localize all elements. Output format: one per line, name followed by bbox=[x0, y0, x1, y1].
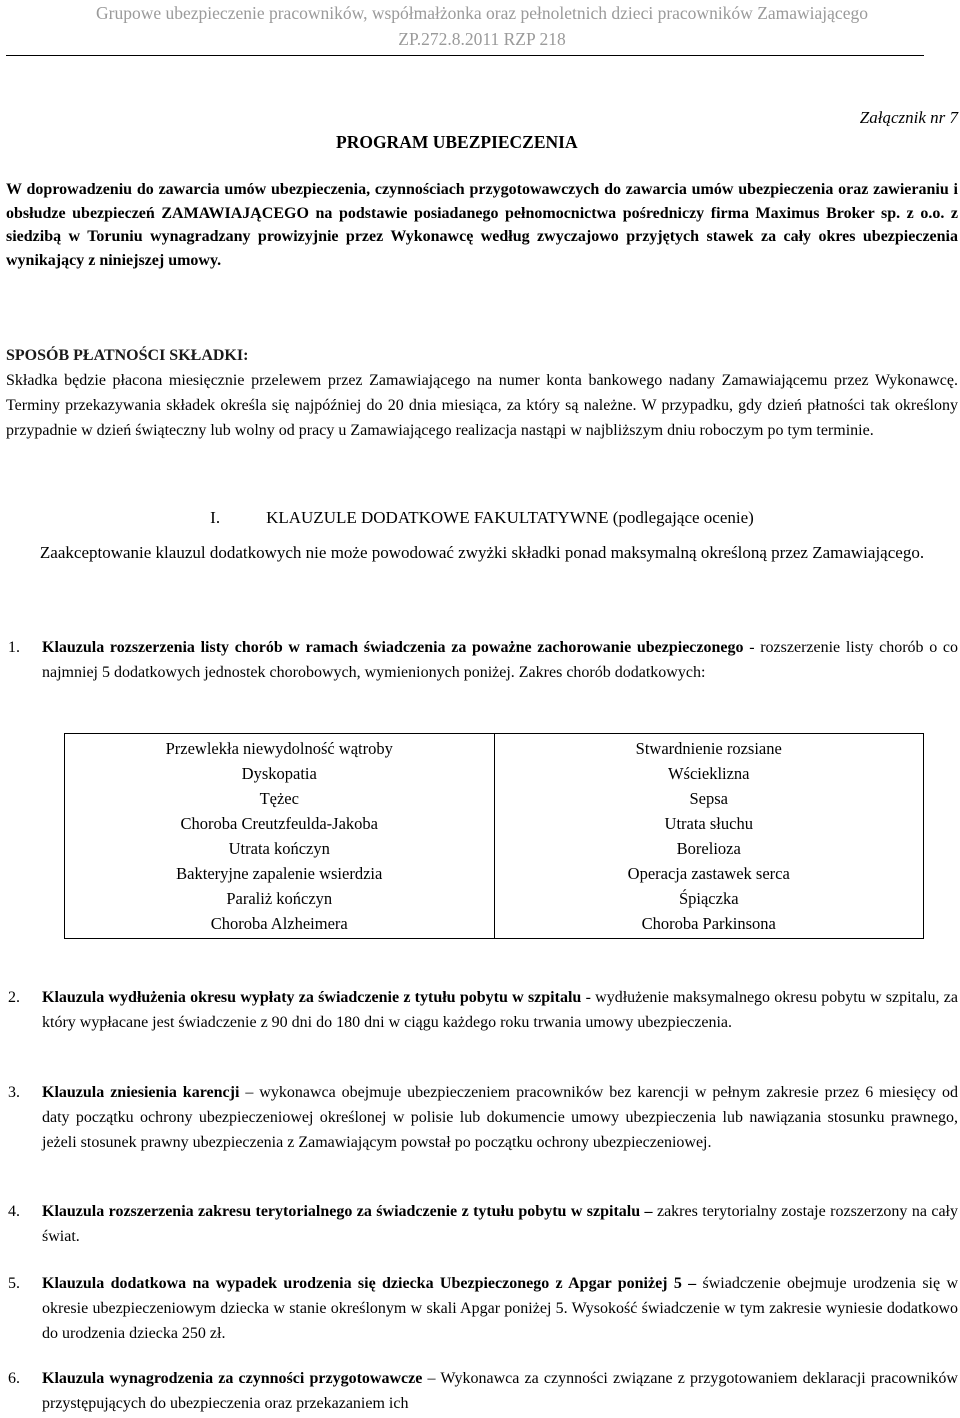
disease-cell: Dyskopatia bbox=[65, 761, 495, 786]
annex-label: Załącznik nr 7 bbox=[859, 108, 958, 127]
section-subtitle: Zaakceptowanie klauzul dodatkowych nie może powodować zwyżki składki ponad maksymalną określoną przez Zamawiającego. bbox=[39, 543, 925, 562]
document-page bbox=[6, 0, 958, 1412]
table-row bbox=[65, 886, 924, 911]
clause-title: Klauzula zniesienia karencji bbox=[42, 1084, 240, 1101]
disease-cell: Utrata kończyn bbox=[65, 836, 495, 861]
clause-text: - wydłużenie maksymalnego okresu pobytu w szpitalu, za który wypłacane jest świadczenie z 90 dni do 180 dni w ciągu każdego roku trwania umowy ubezpieczenia. bbox=[42, 989, 958, 1031]
payment-heading: SPOSÓB PŁATNOŚCI SKŁADKI: bbox=[6, 347, 249, 364]
table-row bbox=[65, 911, 924, 939]
header-title: Grupowe ubezpieczenie pracowników, współmałżonka oraz pełnoletnich dzieci pracowników Zamawiającego bbox=[96, 3, 868, 23]
title-row bbox=[6, 105, 958, 152]
clause-number: 2. bbox=[8, 989, 20, 1006]
section-number: I. bbox=[210, 508, 221, 527]
clause-text: – wykonawca obejmuje ubezpieczeniem pracowników bez karencji w pełnym zakresie przez 6 miesięcy od daty początku ochrony ubezpieczeniowej określonej w polisie lub dokumencie umowy ubezpieczenia lub nawiązania stosunku prawnego, jeżeli stosunek prawny ubezpieczenia z Zamawiającym powstał po początku ochrony ubezpieczeniowej. bbox=[42, 1084, 958, 1151]
clause-title: Klauzula rozszerzenia listy chorób w ramach świadczenia za poważne zachorowanie ubezpieczonego bbox=[42, 639, 744, 656]
disease-cell: Tężec bbox=[65, 786, 495, 811]
table-row bbox=[65, 734, 924, 762]
clause-title: Klauzula rozszerzenia zakresu terytorialnego za świadczenie z tytułu pobytu w szpitalu – bbox=[42, 1203, 653, 1220]
disease-cell: Bakteryjne zapalenie wsierdzia bbox=[65, 861, 495, 886]
disease-cell: Utrata słuchu bbox=[494, 811, 924, 836]
disease-cell: Stwardnienie rozsiane bbox=[494, 734, 924, 762]
section-heading bbox=[6, 505, 958, 530]
table-row bbox=[65, 836, 924, 861]
table-row bbox=[65, 786, 924, 811]
clause-text: świadczenie obejmuje urodzenia się w okresie ubezpieczeniowym dziecka w stanie określonym w skali Apgar poniżej 5. Wysokość świadczenie w tym zakresie wyniesie dodatkowo do urodzenia dziecka 250 zł. bbox=[42, 1275, 958, 1342]
payment-text: Składka będzie płacona miesięcznie przelewem przez Zamawiającego na numer konta bankowego nadany Zamawiającemu przez Wykonawcę. Terminy przekazywania składek określa się najpóźniej do 20 dnia miesiąca, za który są należne. W przypadku, gdy dzień płatności tak określony przypadnie w dzień świąteczny lub wolny od pracy u Zamawiającego realizacja nastąpi w najbliższym dniu roboczym po tym terminie. bbox=[6, 372, 958, 439]
disease-cell: Choroba Parkinsona bbox=[494, 911, 924, 939]
disease-cell: Choroba Alzheimera bbox=[65, 911, 495, 939]
clause-text: - rozszerzenie listy chorób o co najmniej 5 dodatkowych jednostek chorobowych, wymienionych poniżej. Zakres chorób dodatkowych: bbox=[42, 639, 958, 681]
disease-cell: Paraliż kończyn bbox=[65, 886, 495, 911]
payment-section bbox=[6, 343, 958, 443]
disease-cell: Przewlekła niewydolność wątroby bbox=[65, 734, 495, 762]
clause-number: 1. bbox=[8, 639, 20, 656]
disease-cell: Wścieklizna bbox=[494, 761, 924, 786]
table-row bbox=[65, 811, 924, 836]
clause-item-6 bbox=[6, 1366, 958, 1416]
clause-item-4 bbox=[6, 1199, 958, 1249]
disease-cell: Choroba Creutzfeulda-Jakoba bbox=[65, 811, 495, 836]
disease-cell: Sepsa bbox=[494, 786, 924, 811]
clause-number: 4. bbox=[8, 1203, 20, 1220]
program-title: PROGRAM UBEZPIECZENIA bbox=[336, 132, 578, 152]
clause-text: zakres terytorialny zostaje rozszerzony na cały świat. bbox=[42, 1203, 958, 1245]
clause-title: Klauzula wydłużenia okresu wypłaty za świadczenie z tytułu pobytu w szpitalu bbox=[42, 989, 582, 1006]
intro-paragraph: W doprowadzeniu do zawarcia umów ubezpieczenia, czynnościach przygotowawczych do zawarcia umów ubezpieczenia oraz zawieraniu i obsłudze ubezpieczeń ZAMAWIAJĄCEGO na podstawie posiadanego pełnomocnictwa pośredniczy firma Maximus Broker sp. z o.o. z siedzibą w Toruniu wynagradzany prowizyjnie przez Wykonawcę według zwyczajowo przyjętych stawek za cały okres ubezpieczenia wynikający z niniejszej umowy. bbox=[6, 181, 958, 269]
clause-text: – Wykonawca za czynności związane z przygotowaniem deklaracji pracowników przystępujących do ubezpieczenia oraz przekazaniem ich bbox=[42, 1370, 958, 1412]
clause-item-5 bbox=[6, 1271, 958, 1346]
clause-title: Klauzula wynagrodzenia za czynności przygotowawcze bbox=[42, 1370, 423, 1387]
running-header bbox=[6, 0, 958, 52]
clause-number: 6. bbox=[8, 1370, 20, 1387]
header-reference: ZP.272.8.2011 RZP 218 bbox=[398, 29, 566, 49]
section-title: KLAUZULE DODATKOWE FAKULTATYWNE (podlegające ocenie) bbox=[266, 508, 754, 527]
clause-title: Klauzula dodatkowa na wypadek urodzenia się dziecka Ubezpieczonego z Apgar poniżej 5 – bbox=[42, 1275, 697, 1292]
clause-item-3 bbox=[6, 1080, 958, 1155]
table-row bbox=[65, 761, 924, 786]
clause-number: 5. bbox=[8, 1275, 20, 1292]
clause-item-1 bbox=[6, 635, 958, 685]
disease-cell: Śpiączka bbox=[494, 886, 924, 911]
disease-cell: Operacja zastawek serca bbox=[494, 861, 924, 886]
clause-number: 3. bbox=[8, 1084, 20, 1101]
diseases-table bbox=[64, 733, 924, 939]
header-rule bbox=[6, 55, 924, 56]
disease-cell: Borelioza bbox=[494, 836, 924, 861]
clause-item-2 bbox=[6, 985, 958, 1035]
table-row bbox=[65, 861, 924, 886]
